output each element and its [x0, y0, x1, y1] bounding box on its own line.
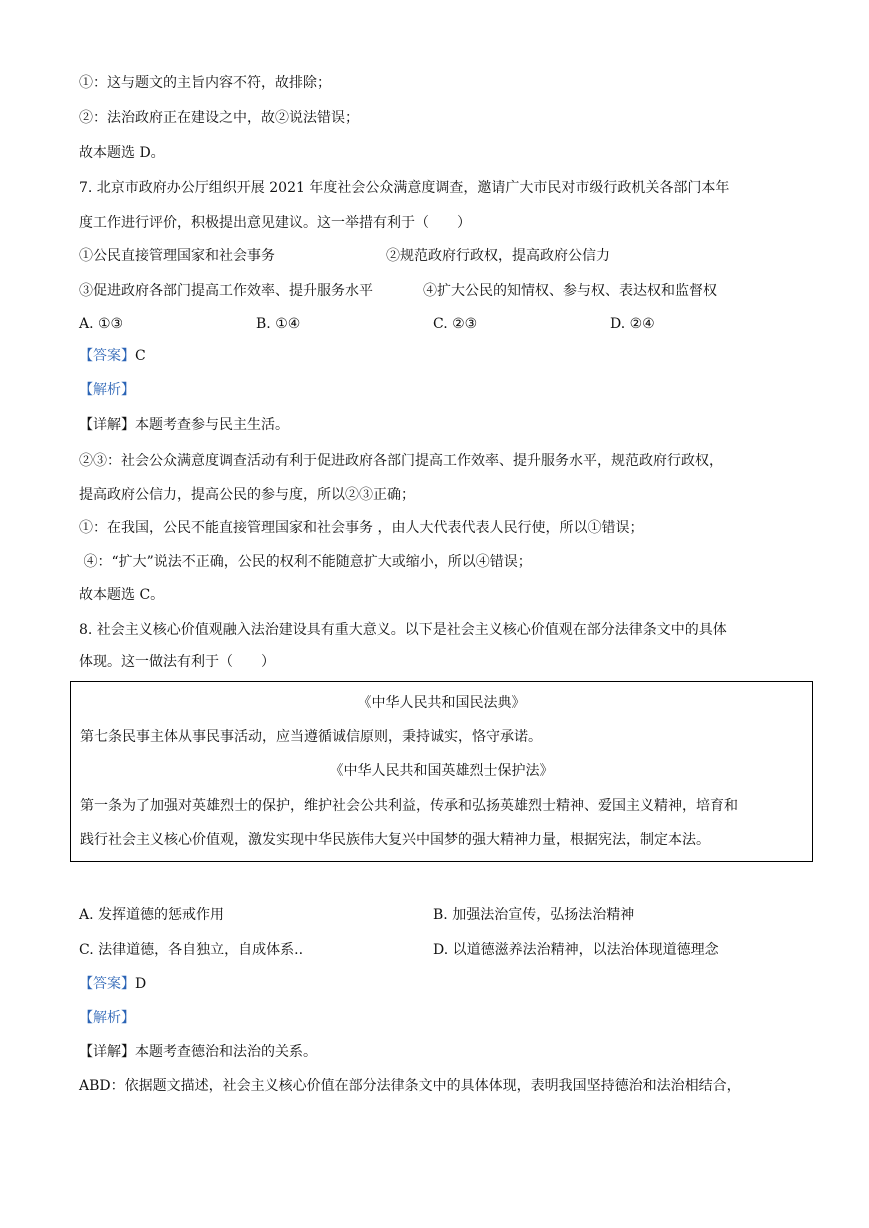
- law-title: 《中华人民共和国英雄烈士保护法》: [329, 763, 554, 779]
- law-text-box: [70, 681, 813, 862]
- q8-analysis-tag: 【解析】: [79, 1010, 135, 1026]
- law-title: 《中华人民共和国民法典》: [357, 695, 526, 711]
- q7-conclusion: 故本题选 C。: [79, 587, 165, 603]
- q7-option-d: D. ②④: [610, 316, 655, 332]
- q7-item-3: ③促进政府各部门提高工作效率、提升服务水平: [79, 283, 373, 299]
- q7-answer: [79, 346, 146, 366]
- q7-explanation: ①：在我国，公民不能直接管理国家和社会事务 ，由人大代表代表人民行使，所以①错误；: [79, 520, 644, 536]
- q7-analysis-tag: 【解析】: [79, 382, 135, 398]
- q8-answer: [79, 974, 146, 994]
- q7-option-b: B. ①④: [256, 316, 301, 332]
- answer-tag: 【答案】: [79, 976, 135, 992]
- q8-option-d: D. 以道德滋养法治精神，以法治体现道德理念: [433, 942, 719, 958]
- explanation-line: ①：这与题文的主旨内容不符，故排除；: [79, 75, 331, 91]
- q8-explanation: ABD：依据题文描述，社会主义核心价值在部分法律条文中的具体体现，表明我国坚持德治和法治相结合，: [79, 1078, 741, 1094]
- q7-item-4: ④扩大公民的知情权、参与权、表达权和监督权: [423, 283, 717, 299]
- q7-option-c: C. ②③: [433, 316, 478, 332]
- answer-value: C: [135, 348, 146, 364]
- question-8-stem: 体现。这一做法有利于（ ）: [79, 654, 275, 670]
- q7-explanation: 提高政府公信力，提高公民的参与度，所以②③正确；: [79, 487, 415, 503]
- q8-option-a: A. 发挥道德的惩戒作用: [79, 907, 225, 923]
- law-article: 第七条民事主体从事民事活动，应当遵循诚信原则，秉持诚实，恪守承诺。: [80, 729, 542, 745]
- law-article: 践行社会主义核心价值观，激发实现中华民族伟大复兴中国梦的强大精神力量，根据宪法，制定本法。: [80, 832, 710, 848]
- q8-option-c: C. 法律道德，各自独立，自成体系..: [79, 942, 304, 958]
- explanation-line: ②：法治政府正在建设之中，故②说法错误；: [79, 110, 359, 126]
- q7-item-1: ①公民直接管理国家和社会事务: [79, 248, 275, 264]
- question-8-stem: 8. 社会主义核心价值观融入法治建设具有重大意义。以下是社会主义核心价值观在部分法律条文中的具体: [79, 622, 727, 638]
- question-7-stem: 7. 北京市政府办公厅组织开展 2021 年度社会公众满意度调查，邀请广大市民对市级行政机关各部门本年: [79, 180, 730, 196]
- q7-explanation: ④：“扩大”说法不正确，公民的权利不能随意扩大或缩小，所以④错误；: [79, 554, 532, 570]
- question-7-stem: 度工作进行评价，积极提出意见建议。这一举措有利于（ ）: [79, 215, 471, 231]
- answer-value: D: [135, 976, 147, 992]
- q8-detail: 【详解】本题考查德治和法治的关系。: [79, 1044, 317, 1060]
- q7-option-a: A. ①③: [79, 316, 124, 332]
- q7-explanation: ②③：社会公众满意度调查活动有利于促进政府各部门提高工作效率、提升服务水平，规范政府行政权，: [79, 453, 723, 469]
- law-article: 第一条为了加强对英雄烈士的保护，维护社会公共利益，传承和弘扬英雄烈士精神、爱国主义精神，培育和: [80, 798, 738, 814]
- q8-option-b: B. 加强法治宣传，弘扬法治精神: [433, 907, 635, 923]
- q7-detail: 【详解】本题考查参与民主生活。: [79, 417, 289, 433]
- q7-item-2: ②规范政府行政权，提高政府公信力: [386, 248, 610, 264]
- conclusion-line: 故本题选 D。: [79, 145, 165, 161]
- answer-tag: 【答案】: [79, 348, 135, 364]
